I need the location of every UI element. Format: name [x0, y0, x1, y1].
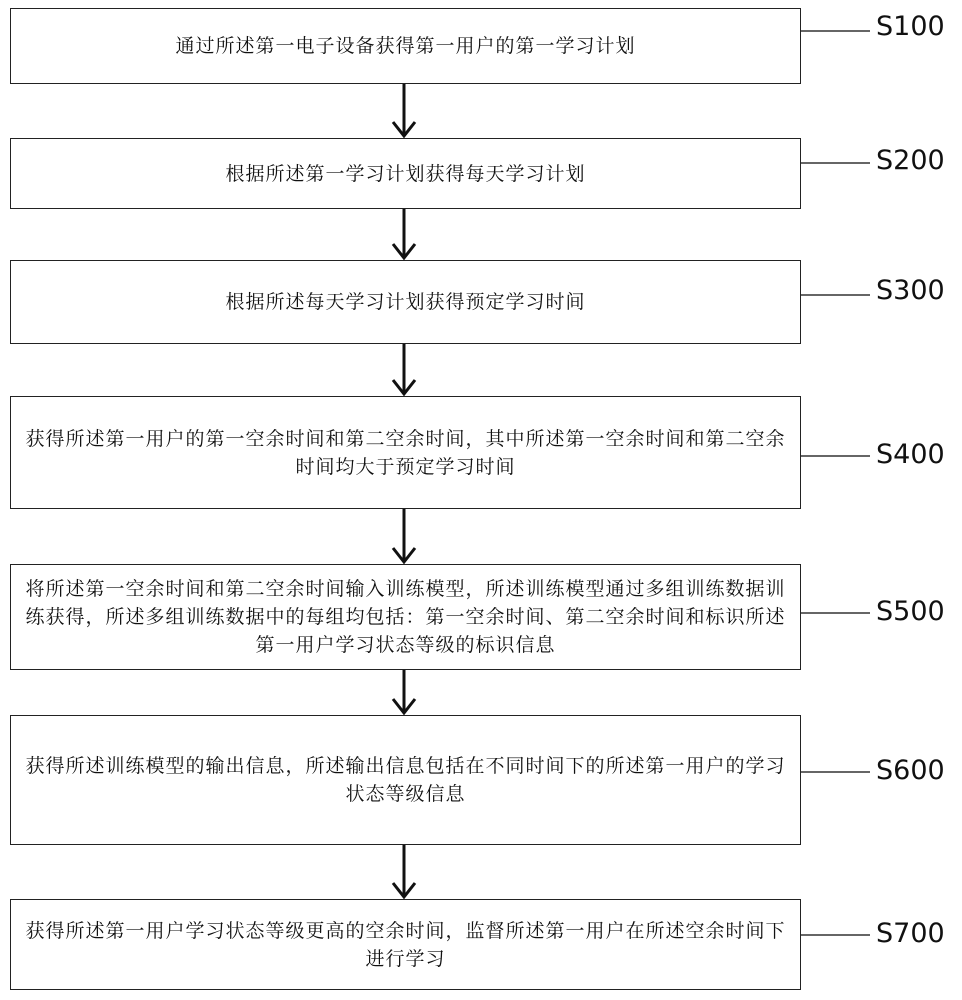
step-text-s600: 获得所述训练模型的输出信息，所述输出信息包括在不同时间下的所述第一用户的学习状态等级信息 [25, 755, 786, 805]
step-text-s200: 根据所述第一学习计划获得每天学习计划 [225, 162, 586, 185]
step-text-s500: 将所述第一空余时间和第二空余时间输入训练模型，所述训练模型通过多组训练数据训练获得，所述多组训练数据中的每组均包括：第一空余时间、第二空余时间和标识所述第一用户学习状态等级的标识信息 [25, 578, 786, 656]
step-label-s400: S400 [876, 439, 945, 470]
step-label-s500: S500 [876, 596, 945, 627]
step-label-s100: S100 [876, 11, 945, 42]
step-label-s200: S200 [876, 145, 945, 176]
step-label-s700: S700 [876, 918, 945, 949]
step-label-s300: S300 [876, 275, 945, 306]
step-text-s400: 获得所述第一用户的第一空余时间和第二空余时间，其中所述第一空余时间和第二空余时间均大于预定学习时间 [25, 427, 786, 478]
step-text-s300: 根据所述每天学习计划获得预定学习时间 [225, 291, 586, 313]
step-text-s100: 通过所述第一电子设备获得第一用户的第一学习计划 [175, 35, 636, 57]
step-label-s600: S600 [876, 755, 945, 786]
step-text-s700: 获得所述第一用户学习状态等级更高的空余时间，监督所述第一用户在所述空余时间下进行学习 [25, 919, 786, 970]
